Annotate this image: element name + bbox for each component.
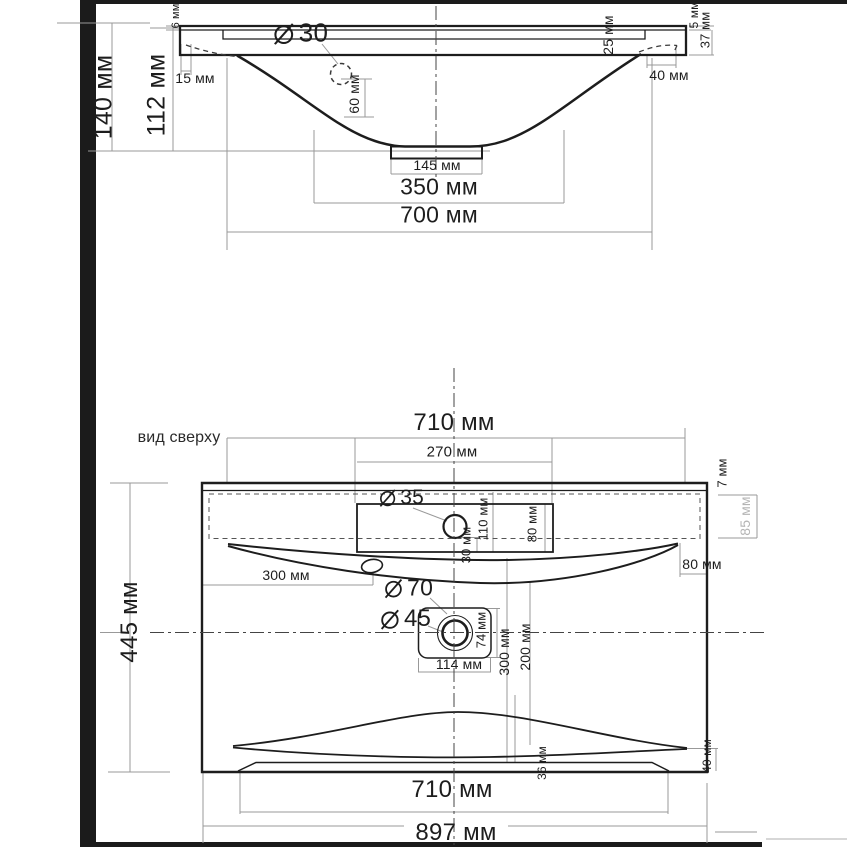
dim-hole-drop: 60 мм	[346, 74, 362, 114]
diameter-label-35	[378, 486, 424, 510]
dim-right-inset: 40 мм	[649, 67, 689, 83]
dim-deck-110: 110 мм	[475, 497, 491, 541]
dim-overflow-offset-300: 300 мм	[262, 567, 310, 583]
dim-drain-offset-300: 300 мм	[496, 628, 512, 676]
dim-overall-height: 140 мм	[89, 54, 118, 140]
diameter-label-70	[383, 575, 433, 602]
dim-overall-depth: 445 мм	[116, 581, 143, 663]
diameter-value: 30	[298, 17, 329, 48]
dim-overall-width-front: 700 мм	[400, 201, 478, 228]
dim-back-zone-85: 85 мм	[737, 496, 753, 536]
basin-profile-curve	[237, 54, 641, 147]
front-edge-curve-front	[233, 748, 687, 758]
diameter-label-45	[379, 605, 431, 633]
diameter-value: 35	[400, 486, 425, 509]
dim-drain-offset-200: 200 мм	[517, 623, 533, 671]
dim-bowl-bottom-width: 350 мм	[400, 173, 478, 200]
diameter-value: 45	[403, 605, 432, 632]
dim-flange-width: 145 мм	[413, 157, 461, 173]
dim-rim-offset-7: 7 мм	[714, 458, 730, 488]
dim-front-gap-40: 40 мм	[700, 739, 714, 773]
diameter-icon	[378, 488, 397, 507]
diameter-icon	[379, 608, 401, 630]
dim-slot-depth: 25 мм	[600, 15, 616, 55]
diameter-icon	[383, 577, 404, 598]
diameter-value: 70	[407, 574, 434, 601]
dim-bowl-depth: 112 мм	[142, 53, 171, 137]
dim-left-inset: 15 мм	[175, 70, 215, 86]
front-edge-curve-back	[233, 712, 687, 748]
dim-top-lip: 6 мм	[170, 3, 182, 29]
hidden-corner-right	[639, 45, 677, 52]
view-title: вид сверху	[137, 429, 221, 446]
diameter-label-30	[272, 18, 328, 49]
dim-overall-width-top: 897 мм	[415, 819, 497, 846]
dim-front-gap-36: 36 мм	[535, 746, 549, 780]
dim-right-lip: 5 мм	[687, 1, 701, 29]
dim-deck-width: 270 мм	[426, 443, 478, 461]
dim-right-edge-height: 37 мм	[697, 11, 713, 49]
diameter-icon	[272, 21, 296, 45]
dim-deck-80: 80 мм	[524, 505, 540, 543]
overflow-slot	[361, 558, 384, 574]
dim-right-offset-80: 80 мм	[682, 556, 722, 572]
dim-drain-box-height: 74 мм	[473, 611, 489, 649]
dim-hole-offset-30: 30 мм	[458, 526, 474, 564]
dim-drain-box-width: 114 мм	[435, 656, 483, 672]
dim-plinth-width: 710 мм	[411, 776, 493, 803]
dim-inner-width-top: 710 мм	[413, 409, 495, 436]
